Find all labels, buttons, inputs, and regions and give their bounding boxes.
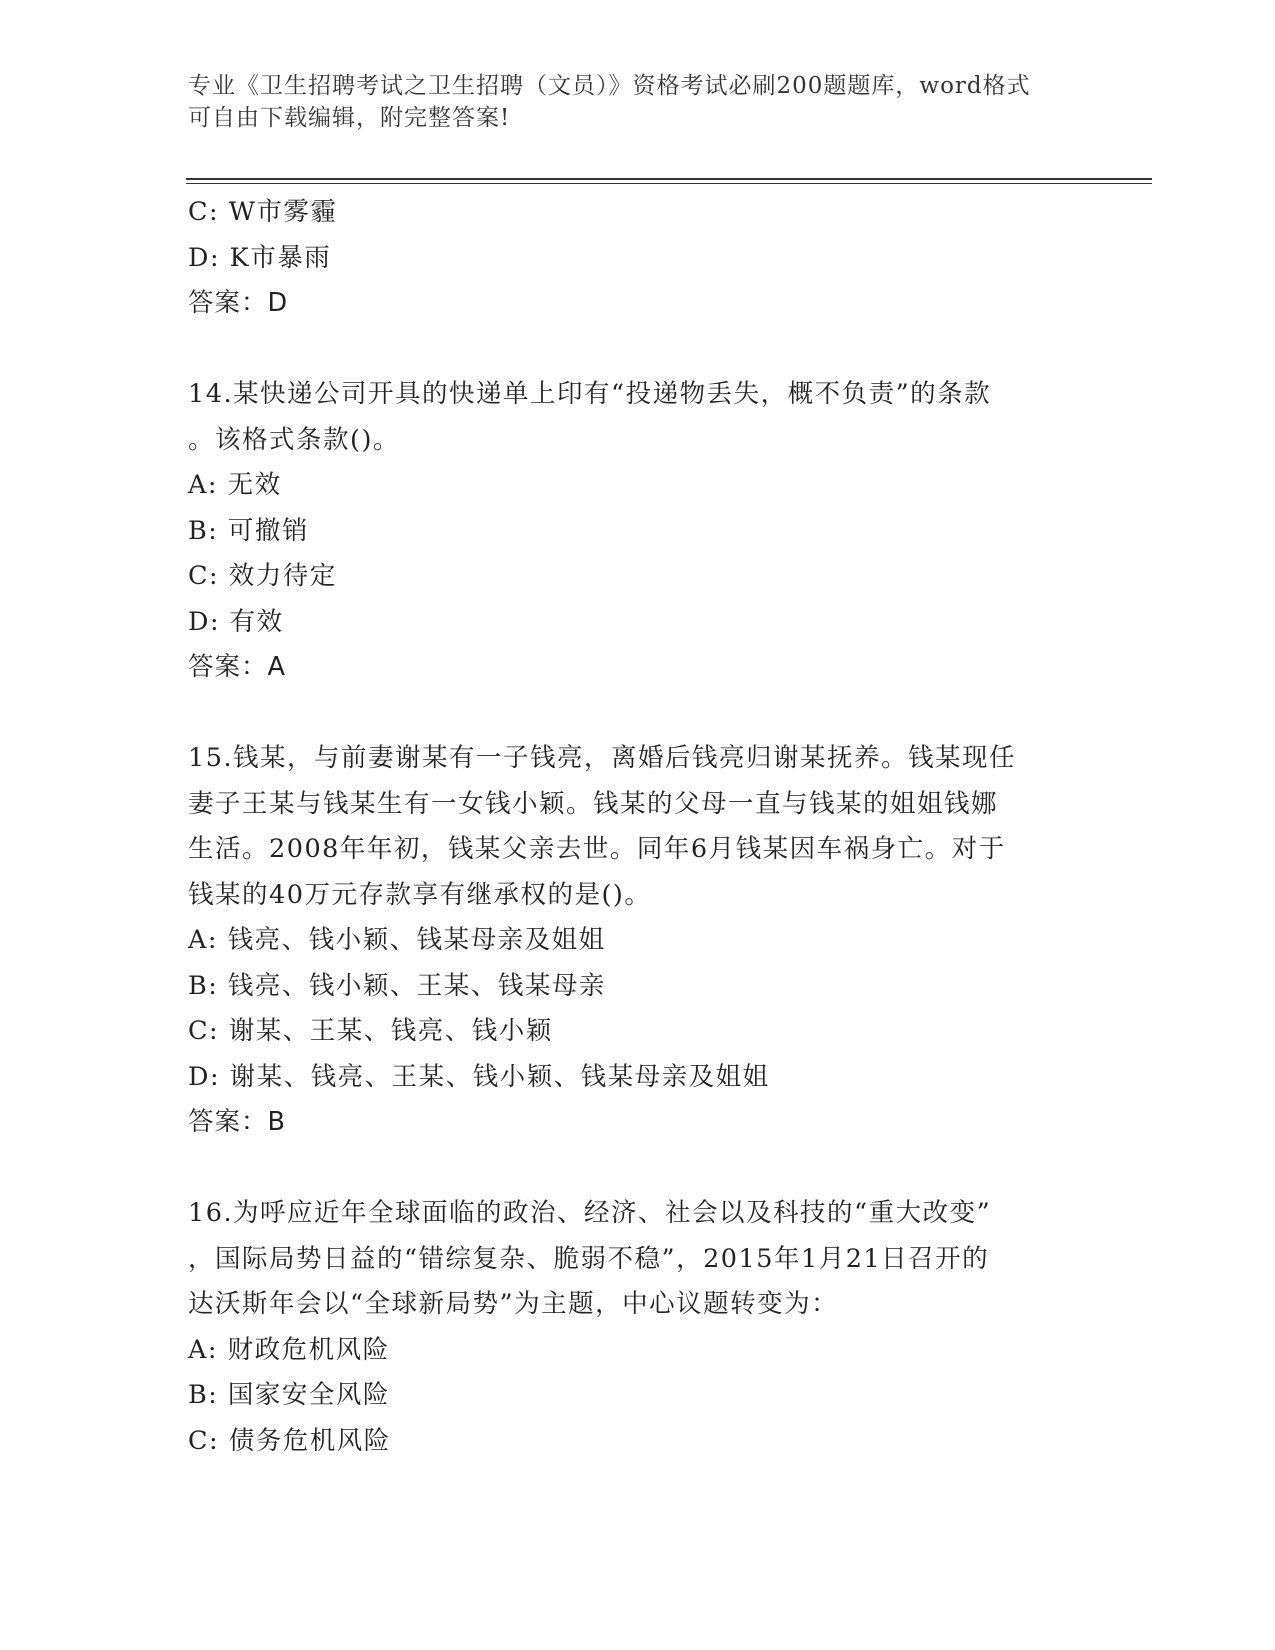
option-b: B: 钱亮、钱小颖、王某、钱某母亲 — [188, 970, 606, 1001]
question-stem-line: 生活。2008年年初，钱某父亲去世。同年6月钱某因车祸身亡。对于 — [188, 834, 1006, 864]
option-c: C: 效力待定 — [188, 561, 337, 591]
option-a: A: 无效 — [188, 470, 282, 500]
question-stem-line: 14.某快递公司开具的快递单上印有“投递物丢失，概不负责”的条款 — [188, 379, 992, 409]
answer-line: 答案：A — [188, 652, 286, 682]
option-a: A: 财政危机风险 — [188, 1334, 390, 1365]
option-c: C: 债务危机风险 — [188, 1425, 391, 1456]
option-d: D: 有效 — [188, 606, 284, 637]
header-divider-thick — [186, 178, 1152, 180]
question-stem-line: 16.为呼应近年全球面临的政治、经济、社会以及科技的“重大改变” — [188, 1198, 992, 1228]
header-line-1: 专业《卫生招聘考试之卫生招聘（文员）》资格考试必刷200题题库，word格式 — [188, 73, 1031, 99]
question-stem-line: ，国际局势日益的“错综复杂、脆弱不稳”，2015年1月21日召开的 — [188, 1243, 990, 1274]
header-divider-thin — [186, 183, 1152, 184]
header-line-2: 可自由下载编辑，附完整答案! — [188, 105, 511, 131]
option-c: C: W市雾霾 — [188, 197, 338, 227]
option-d: D: 谢某、钱亮、王某、钱小颖、钱某母亲及姐姐 — [188, 1061, 770, 1092]
answer-line: 答案：B — [188, 1107, 286, 1137]
question-15 — [188, 736, 1088, 1146]
option-b: B: 可撤销 — [188, 515, 309, 546]
answer-line: 答案：D — [188, 288, 289, 318]
option-c: C: 谢某、王某、钱亮、钱小颖 — [188, 1016, 553, 1046]
question-gap — [188, 691, 1088, 737]
question-14 — [188, 372, 1088, 691]
question-stem-line: 达沃斯年会以“全球新局势”为主题，中心议题转变为： — [188, 1289, 839, 1319]
question-stem-line: 钱某的40万元存款享有继承权的是()。 — [188, 879, 652, 910]
option-d: D: K市暴雨 — [188, 242, 332, 273]
option-b: B: 国家安全风险 — [188, 1380, 390, 1410]
question-stem-line: 15.钱某，与前妻谢某有一子钱亮，离婚后钱亮归谢某抚养。钱某现任 — [188, 743, 1017, 773]
question-stem-line: 妻子王某与钱某生有一女钱小颖。钱某的父母一直与钱某的姐姐钱娜 — [188, 788, 999, 819]
question-stem-line: 。该格式条款()。 — [188, 424, 400, 455]
document-header — [188, 70, 1088, 134]
question-gap — [188, 327, 1088, 373]
question-content — [188, 190, 1088, 1464]
question-16 — [188, 1191, 1088, 1464]
question-gap — [188, 1146, 1088, 1192]
option-a: A: 钱亮、钱小颖、钱某母亲及姐姐 — [188, 925, 606, 955]
